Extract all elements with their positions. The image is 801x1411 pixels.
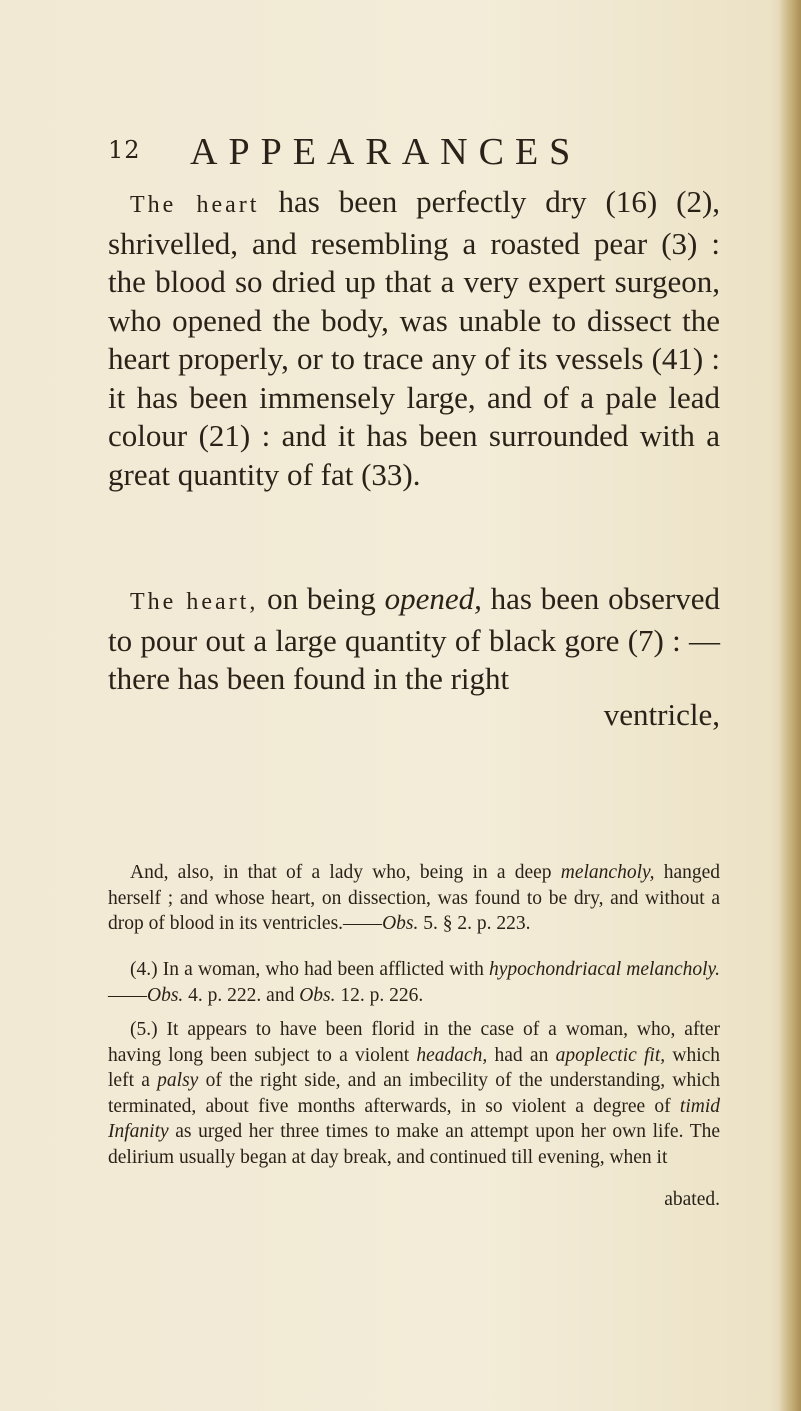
paragraph-2-pre: on being — [267, 581, 376, 616]
footnote-5-pre: (5.) It appears to have been florid in the case of a woman, who, after having long been subject to a violent — [108, 1019, 720, 1066]
footnote-catchword: abated. — [664, 1189, 720, 1210]
footnote-4-dash: —— — [108, 984, 147, 1006]
catchword: ventricle, — [603, 697, 720, 732]
footnote-5-italic-2: apoplectic fit, — [555, 1044, 666, 1066]
page-edge — [779, 0, 801, 1411]
paragraph-2-text: has been observed to pour out a large quantity of black gore (7) : —there has been found in the right — [108, 581, 721, 696]
footnote-5-italic-1: headach, — [416, 1044, 488, 1066]
footnote-3-mid: hanged herself ; and whose heart, on dissection, was found to be dry, and without a drop of blood in its ventricles.—— — [108, 862, 721, 934]
footnote-4-mid: 4. p. 222. and — [188, 984, 295, 1006]
paragraph-2-italic: opened, — [384, 581, 482, 616]
paragraph-1 — [108, 183, 720, 494]
footnote-5-mid-3: of the right side, and an imbecility of the understanding, which terminated, about five months afterwards, in so violent a degree of — [108, 1070, 721, 1117]
footnote-5-mid-1: had an — [494, 1044, 549, 1066]
footnote-4-pre: (4.) In a woman, who had been afflicted with — [130, 959, 484, 980]
footnote-3-italic-1: melancholy, — [560, 862, 655, 883]
footnote-5-mid-2: which left a — [108, 1044, 721, 1091]
footnote-3-pre: And, also, in that of a lady who, being in a deep — [130, 862, 552, 883]
footnote-4 — [108, 957, 720, 1008]
footnote-4-end: 12. p. 226. — [340, 984, 424, 1006]
footnote-5-end: as urged her three times to make an attempt upon her own life. The delirium usually began at day break, and continued till evening, when it — [108, 1121, 721, 1168]
footnote-5-italic-4: timid Infanity — [108, 1095, 721, 1142]
footnote-4-italic-1: hypochondriacal melancholy. — [489, 959, 720, 980]
footnote-3 — [108, 860, 720, 937]
footnote-5-italic-3: palsy — [157, 1070, 199, 1091]
footnote-5 — [108, 1017, 720, 1170]
footnote-3-italic-2: Obs. — [382, 913, 419, 934]
footnote-4-italic-3: Obs. — [299, 984, 336, 1006]
paragraph-1-lead: The heart — [130, 192, 260, 218]
paragraph-2-lead: The heart, — [130, 589, 259, 615]
footnote-4-italic-2: Obs. — [147, 984, 184, 1006]
page-header — [108, 130, 708, 180]
footnote-3-end: 5. § 2. p. 223. — [423, 913, 531, 934]
running-head: APPEARANCES — [190, 131, 582, 173]
paragraph-2 — [108, 580, 720, 699]
page-number: 12 — [108, 136, 141, 164]
paragraph-1-text: has been perfectly dry (16) (2), shrivelled, and resembling a roasted pear (3) : the blood so dried up that a very expert surgeon, who opened the body, was unable to dissect the heart properly, or to trace any of its vessels (41) : it has been immensely large, and of a pale lead colour (21) : and it has been surrounded with a great quantity of fat (33). — [108, 184, 721, 492]
